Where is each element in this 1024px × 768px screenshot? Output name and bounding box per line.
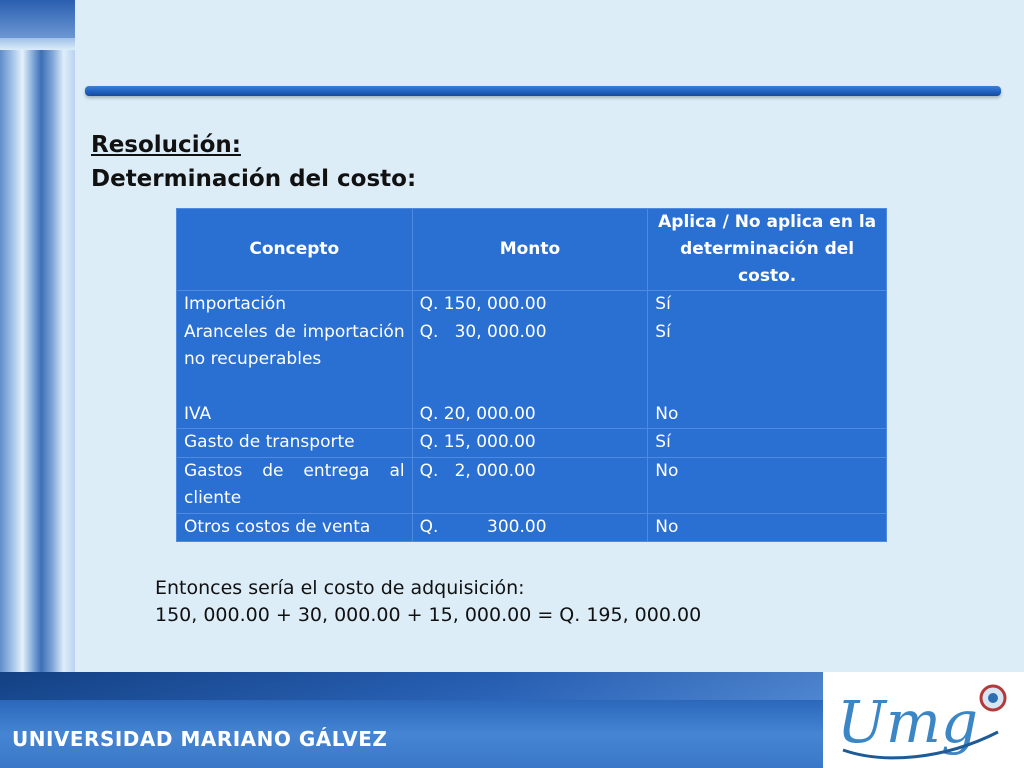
- monto-iva: Q. 20, 000.00: [419, 403, 536, 424]
- cell-aplica: No: [648, 513, 887, 542]
- header-monto: Monto: [412, 209, 648, 291]
- footer-band: [0, 672, 823, 768]
- slide-title: [91, 128, 416, 196]
- umg-logo-icon: [823, 672, 1024, 768]
- header-aplica: Aplica / No aplica en la determinación del costo.: [648, 209, 887, 291]
- cell-monto: Q. 2, 000.00: [412, 457, 648, 513]
- cell-aplica: [648, 291, 887, 429]
- cost-table: [176, 208, 887, 542]
- summary-text: [155, 575, 701, 629]
- cell-concepto: [177, 291, 413, 429]
- left-decorative-bar: [0, 0, 75, 672]
- summary-line-1: Entonces sería el costo de adquisición:: [155, 577, 525, 599]
- table-row: [177, 457, 887, 513]
- table-row: [177, 291, 887, 429]
- left-bar-cap: [0, 0, 75, 40]
- aplica-iva: No: [655, 403, 679, 424]
- cell-monto: Q. 15, 000.00: [412, 429, 648, 458]
- university-name: UNIVERSIDAD MARIANO GÁLVEZ: [12, 727, 388, 751]
- aplica-importacion: Sí: [655, 294, 671, 314]
- concepto-importacion: Importación: [184, 294, 287, 314]
- cell-concepto: Gasto de transporte: [177, 429, 413, 458]
- header-concepto: Concepto: [177, 209, 413, 291]
- umg-logo: [823, 672, 1024, 768]
- title-resolucion: Resolución:: [91, 132, 241, 158]
- monto-aranceles: Q. 30, 000.00: [419, 321, 547, 342]
- table-row: [177, 513, 887, 542]
- cell-monto: Q. 300.00: [412, 513, 648, 542]
- table-row: [177, 429, 887, 458]
- cell-monto: [412, 291, 648, 429]
- top-divider-rule: [85, 86, 1001, 96]
- cell-aplica: No: [648, 457, 887, 513]
- cell-aplica: Sí: [648, 429, 887, 458]
- title-determinacion: Determinación del costo:: [91, 166, 417, 192]
- logo-lettering: Umg: [837, 688, 979, 756]
- aplica-aranceles: Sí: [655, 321, 671, 342]
- cell-concepto: Gastos de entrega al cliente: [177, 457, 413, 513]
- monto-importacion: Q. 150, 000.00: [419, 294, 547, 314]
- summary-line-2: 150, 000.00 + 30, 000.00 + 15, 000.00 = Q. 195, 000.00: [155, 604, 702, 626]
- concepto-aranceles: Aranceles de importación no recuperables: [184, 321, 405, 369]
- table-header-row: [177, 209, 887, 291]
- cell-concepto: Otros costos de venta: [177, 513, 413, 542]
- concepto-iva: IVA: [184, 403, 212, 424]
